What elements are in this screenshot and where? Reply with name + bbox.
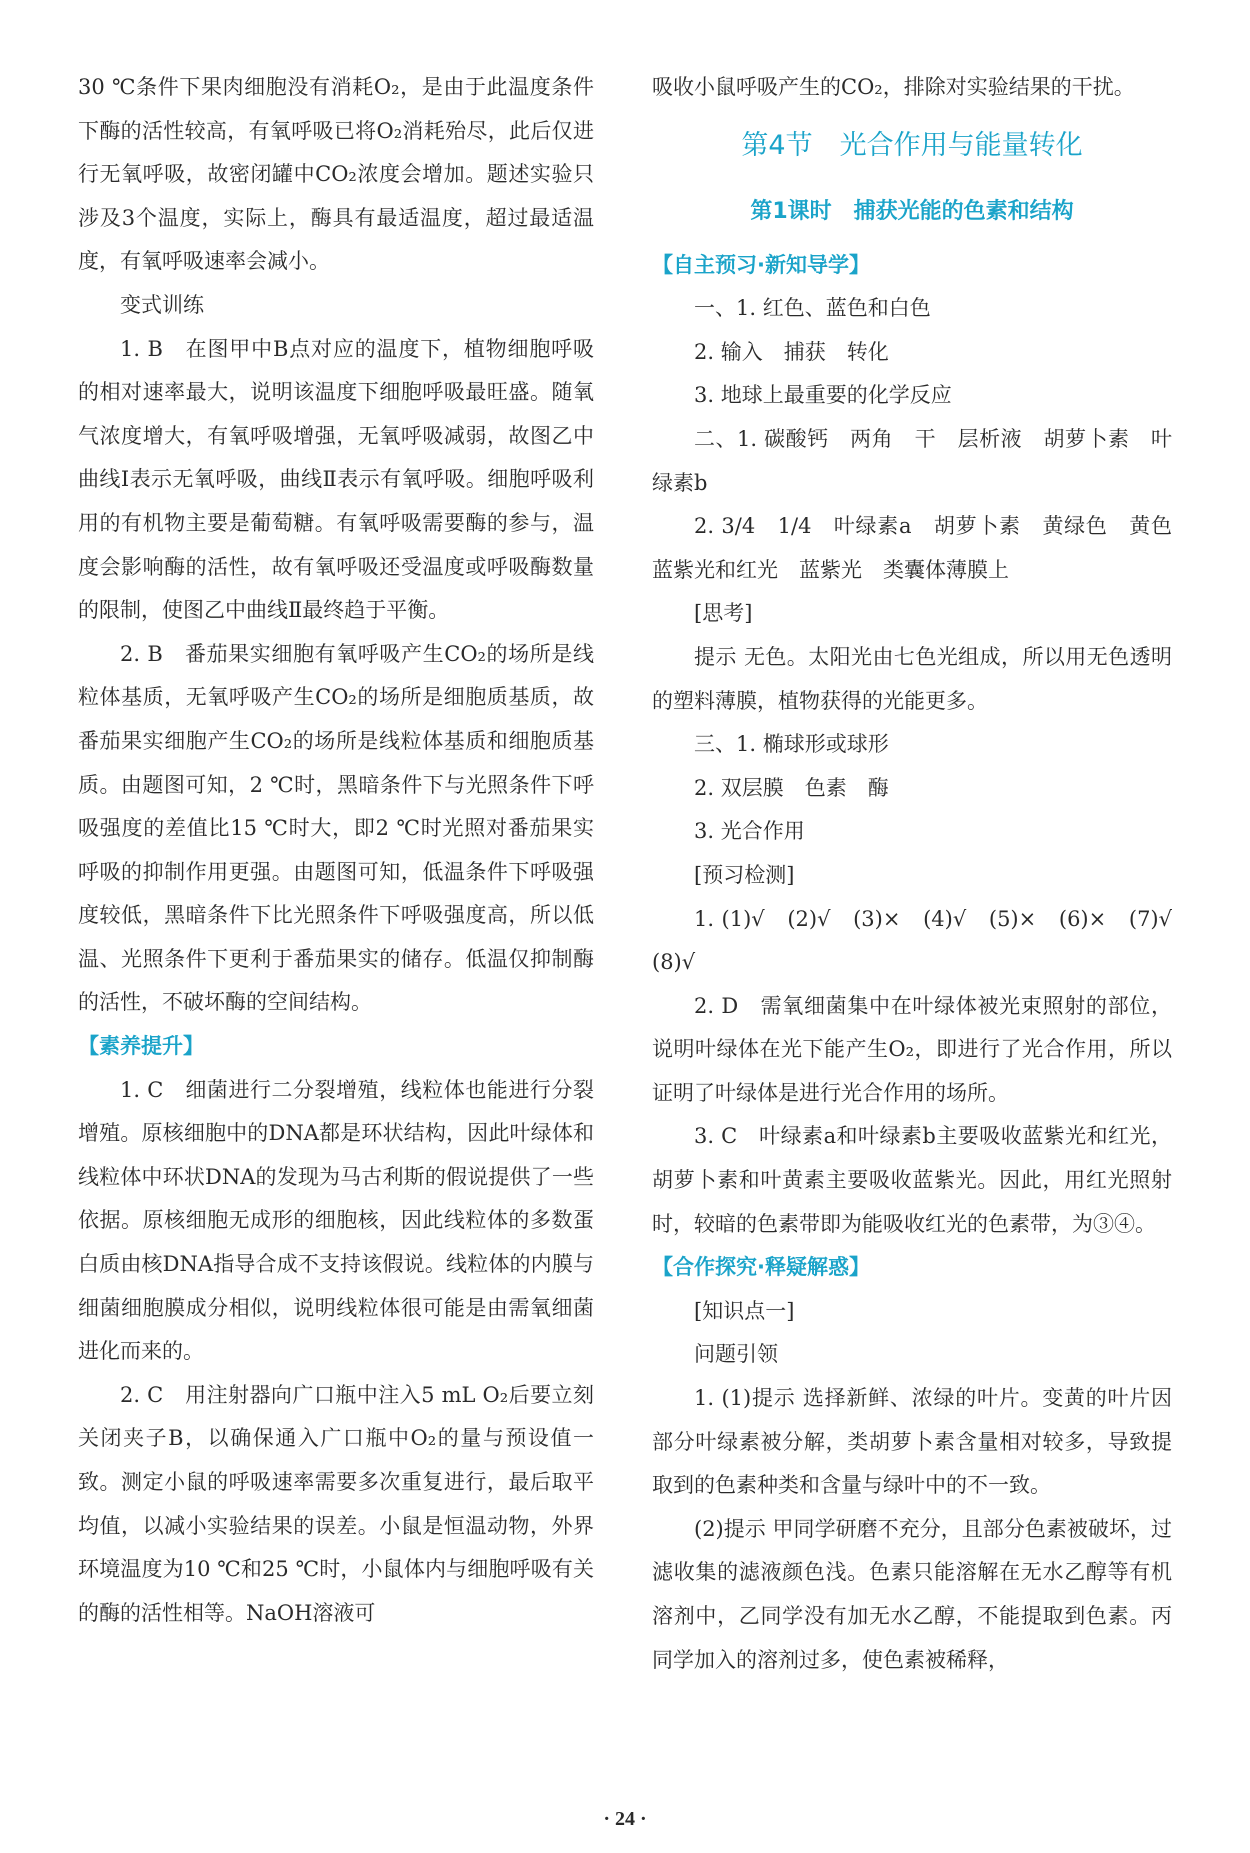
right-para-13: 3. 光合作用 <box>694 819 805 844</box>
chapter-title: 第4节 光合作用与能量转化 <box>741 129 1083 161</box>
section-heading: 【自主预习·新知导学】 <box>652 252 870 277</box>
right-para-12: 2. 双层膜 色素 酶 <box>694 775 889 800</box>
right-para-17: 3. C 叶绿素a和叶绿素b主要吸收蓝紫光和红光，胡萝卜素和叶黄素主要吸收蓝紫光。因此，用红光照射时，较暗的色素带即为能吸收红光的色素带，为③④。 <box>652 1124 1172 1236</box>
left-para-6: 2. C 用注射器向广口瓶中注入5 mL O₂后要立刻关闭夹子B，以确保通入广口瓶中O₂的量与预设值一致。测定小鼠的呼吸速率需要多次重复进行，最后取平均值，以减小实验结果的误差。小鼠是恒温动物，外界环境温度为10 ℃和25 ℃时，小鼠体内与细胞呼吸有关的酶的活性相等。NaOH溶液可 <box>78 1382 594 1625</box>
right-para-10: 提示 无色。太阳光由七色光组成，所以用无色透明的塑料薄膜，植物获得的光能更多。 <box>652 644 1172 713</box>
right-para-20: 问题引领 <box>694 1342 778 1367</box>
left-column <box>78 66 594 1635</box>
right-column <box>652 66 1193 1682</box>
right-para-4: 一、1. 红色、蓝色和白色 <box>694 296 931 321</box>
right-para-0: 吸收小鼠呼吸产生的CO₂，排除对实验结果的干扰。 <box>652 75 1135 99</box>
right-para-7: 二、1. 碳酸钙 两角 干 层析液 胡萝卜素 叶绿素b <box>652 426 1172 495</box>
right-para-6: 3. 地球上最重要的化学反应 <box>694 383 952 408</box>
page-number: · 24 · <box>603 1808 647 1830</box>
right-para-11: 三、1. 椭球形或球形 <box>694 732 889 757</box>
right-para-22: (2)提示 甲同学研磨不充分，且部分色素被破坏，过滤收集的滤液颜色浅。色素只能溶解在无水乙醇等有机溶剂中，乙同学没有加无水乙醇，不能提取到色素。丙同学加入的溶剂过多，使色素被稀释， <box>652 1516 1172 1672</box>
left-para-2: 1. B 在图甲中B点对应的温度下，植物细胞呼吸的相对速率最大，说明该温度下细胞呼吸最旺盛。随氧气浓度增大，有氧呼吸增强，无氧呼吸减弱，故图乙中曲线Ⅰ表示无氧呼吸，曲线Ⅱ表示有氧呼吸。细胞呼吸利用的有机物主要是葡萄糖。有氧呼吸需要酶的参与，温度会影响酶的活性，故有氧呼吸还受温度或呼吸酶数量的限制，使图乙中曲线Ⅱ最终趋于平衡。 <box>78 336 594 623</box>
section-heading: 【合作探究·释疑解惑】 <box>652 1255 870 1280</box>
right-para-16: 2. D 需氧细菌集中在叶绿体被光束照射的部位，说明叶绿体在光下能产生O₂，即进行了光合作用，所以证明了叶绿体是进行光合作用的场所。 <box>652 993 1172 1105</box>
left-para-5: 1. C 细菌进行二分裂增殖，线粒体也能进行分裂增殖。原核细胞中的DNA都是环状结构，因此叶绿体和线粒体中环状DNA的发现为马古利斯的假说提供了一些依据。原核细胞无成形的细胞核，因此线粒体的多数蛋白质由核DNA指导合成不支持该假说。线粒体的内膜与细菌细胞膜成分相似，说明线粒体很可能是由需氧细菌进化而来的。 <box>78 1077 594 1364</box>
lesson-title: 第1课时 捕获光能的色素和结构 <box>750 198 1074 224</box>
left-para-3: 2. B 番茄果实细胞有氧呼吸产生CO₂的场所是线粒体基质，无氧呼吸产生CO₂的场所是细胞质基质，故番茄果实细胞产生CO₂的场所是线粒体基质和细胞质基质。由题图可知，2 ℃时，黑暗条件下与光照条件下呼吸强度的差值比15 ℃时大，即2 ℃时光照对番茄果实呼吸的抑制作用更强。由题图可知，低温条件下呼吸强度较低，黑暗条件下比光照条件下呼吸强度高，所以低温、光照条件下更利于番茄果实的储存。低温仅抑制酶的活性，不破坏酶的空间结构。 <box>78 641 594 1015</box>
section-heading: 【素养提升】 <box>78 1034 204 1059</box>
right-para-8: 2. 3/4 1/4 叶绿素a 胡萝卜素 黄绿色 黄色 蓝紫光和红光 蓝紫光 类囊体薄膜上 <box>652 514 1193 582</box>
left-para-0: 30 ℃条件下果肉细胞没有消耗O₂，是由于此温度条件下酶的活性较高，有氧呼吸已将O₂消耗殆尽，此后仅进行无氧呼吸，故密闭罐中CO₂浓度会增加。题述实验只涉及3个温度，实际上，酶具有最适温度，超过最适温度，有氧呼吸速率会减小。 <box>78 75 594 274</box>
right-para-9: [思考] <box>694 601 753 626</box>
right-para-5: 2. 输入 捕获 转化 <box>694 339 889 364</box>
right-para-19: [知识点一] <box>694 1298 795 1323</box>
right-para-14: [预习检测] <box>694 862 795 887</box>
right-para-21: 1. (1)提示 选择新鲜、浓绿的叶片。变黄的叶片因部分叶绿素被分解，类胡萝卜素含量相对较多，导致提取到的色素种类和含量与绿叶中的不一致。 <box>652 1386 1172 1498</box>
left-para-1: 变式训练 <box>120 292 204 317</box>
right-para-15: 1. (1)√ (2)√ (3)× (4)√ (5)× (6)× (7)√ (8)√ <box>652 906 1193 975</box>
